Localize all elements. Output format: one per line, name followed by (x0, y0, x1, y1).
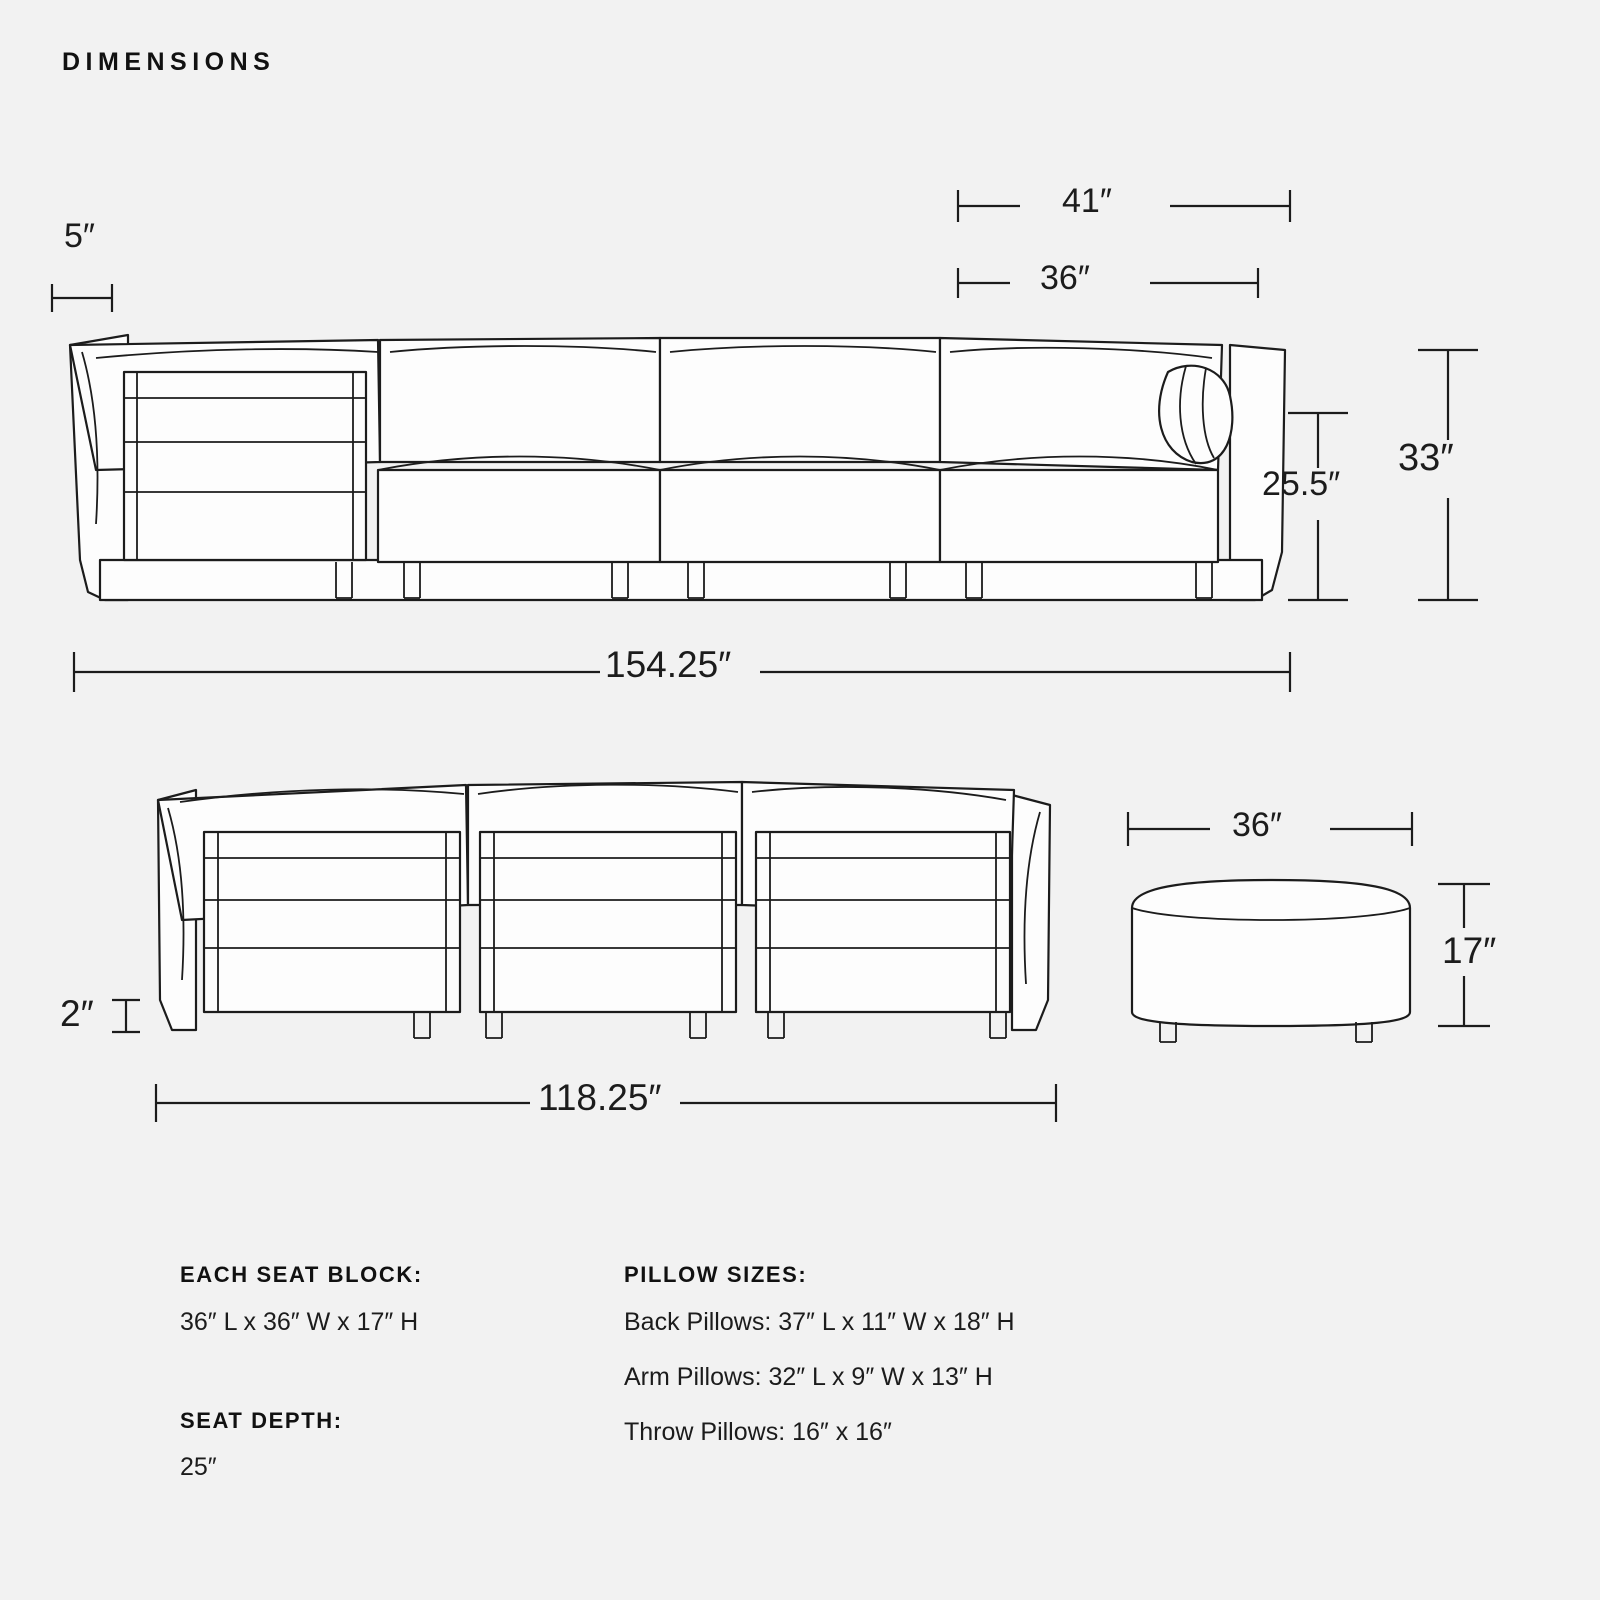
spec-text-back-pillows: Back Pillows: 37″ L x 11″ W x 18″ H (624, 1308, 1015, 1336)
dim-label-arm-width: 5″ (64, 217, 95, 255)
front-view-sofa (70, 335, 1285, 600)
dim-label-ottoman-width: 36″ (1232, 806, 1282, 844)
page-title: DIMENSIONS (62, 48, 276, 76)
spec-text-arm-pillows: Arm Pillows: 32″ L x 9″ W x 13″ H (624, 1363, 993, 1391)
spec-heading-seat-block: EACH SEAT BLOCK: (180, 1262, 423, 1287)
dim-label-module-inner: 36″ (1040, 259, 1090, 297)
back-view-sofa (158, 782, 1050, 1038)
ottoman-view (1132, 880, 1410, 1042)
spec-text-seat-block: 36″ L x 36″ W x 17″ H (180, 1308, 419, 1336)
dim-label-ottoman-height: 17″ (1442, 930, 1497, 971)
dim-label-module-outer: 41″ (1062, 182, 1112, 220)
dim-label-overall-height: 33″ (1398, 437, 1454, 479)
dim-label-leg-height: 2″ (60, 993, 94, 1034)
spec-heading-pillow-sizes: PILLOW SIZES: (624, 1262, 808, 1287)
spec-heading-seat-depth: SEAT DEPTH: (180, 1408, 343, 1433)
spec-text-seat-depth: 25″ (180, 1453, 217, 1481)
dim-label-seat-back-height: 25.5″ (1262, 465, 1341, 503)
dim-label-back-overall-width: 118.25″ (538, 1077, 662, 1118)
dim-label-overall-width: 154.25″ (605, 644, 732, 685)
spec-text-throw-pillows: Throw Pillows: 16″ x 16″ (624, 1418, 892, 1446)
